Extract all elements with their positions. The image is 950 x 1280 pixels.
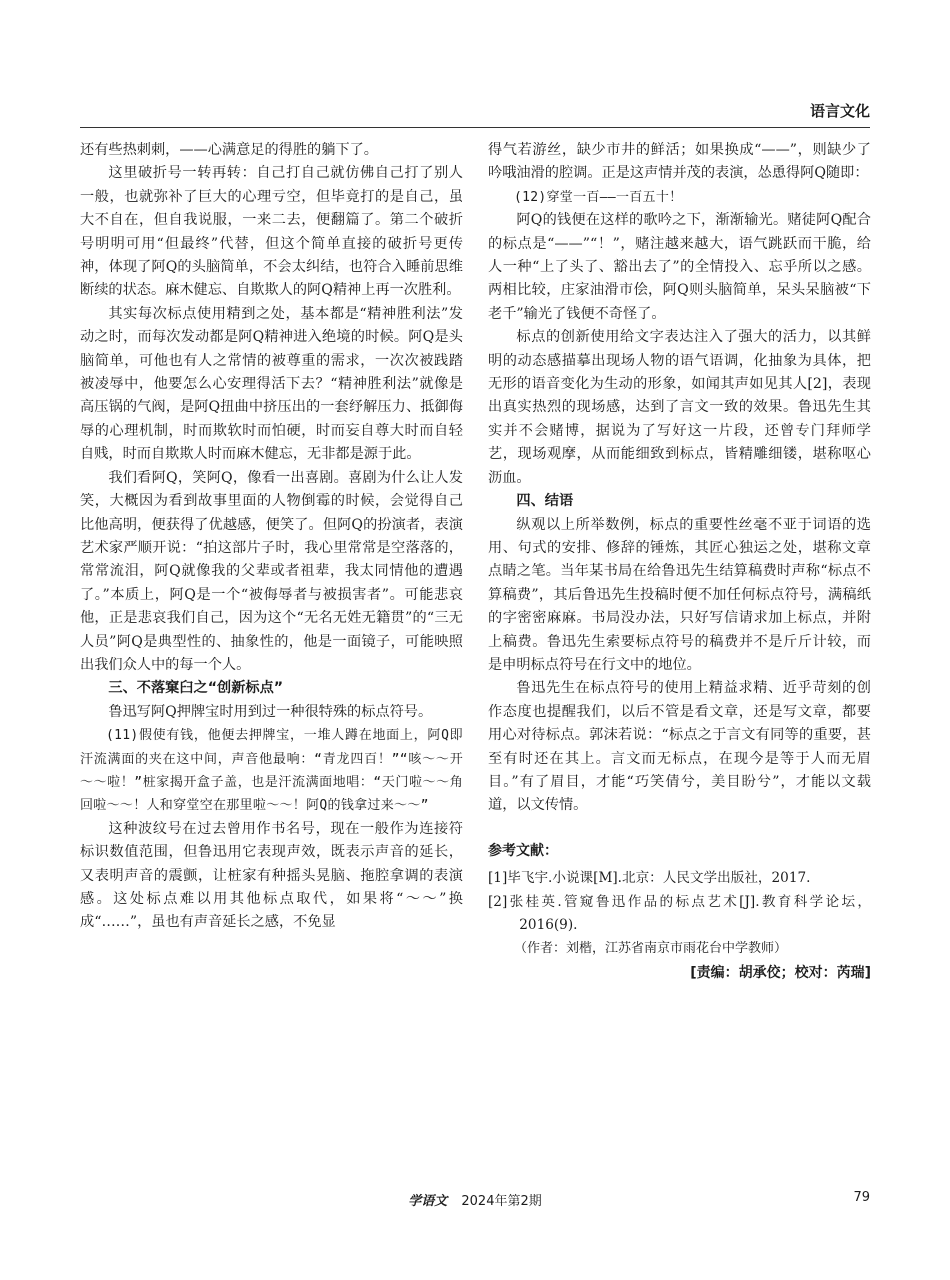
references-title: 参考文献：	[488, 842, 558, 859]
quoted-excerpt: (12)穿堂一百——一百五十！	[514, 189, 683, 205]
journal-issue: 2024年第2期	[461, 1194, 542, 1209]
page-number: 79	[853, 1190, 870, 1205]
journal-name: 学语文	[408, 1194, 448, 1209]
paragraph: 鲁迅先生在标点符号的使用上精益求精、近乎苛刻的创作态度也提醒我们，以后不管是看文章，还是写文章，都要用心对待标点。郭沫若说：“标点之于言文有同等的重要，甚至有时还在其上。言文而无标点，在现今是等于人而无眉目。”有了眉目，才能“巧笑倩兮，美目盼兮”，才能以文载道，以文传情。	[488, 680, 871, 814]
left-column	[80, 139, 463, 935]
paragraph: 我们看阿Q，笑阿Q，像看一出喜剧。喜剧为什么让人发笑，大概因为看到故事里面的人物倒霉的时候，会觉得自己比他高明，便获得了优越感，便笑了。但阿Q的扮演者，表演艺术家严顺开说：“拍这部片子时，我心里常常是空落落的，常常流泪，阿Q就像我的父辈或者祖辈，我太同情他的遭遇了。”本质上，阿Q是一个“被侮辱者与被损害者”。可能悲哀他，正是悲哀我们自己，因为这个“无名无姓无籍贯”的“三无人员”阿Q是典型性的、抽象性的，他是一面镜子，可能映照出我们众人中的每一个人。	[80, 469, 463, 673]
right-column-body	[488, 139, 871, 818]
paragraph: 其实每次标点使用精到之处，基本都是“精神胜利法”发动之时，而每次发动都是阿Q精神进入绝境的时候。阿Q是头脑简单，可他也有人之常情的被尊重的需求，一次次被践踏被凌辱中，他要怎么心安理得活下去？“精神胜利法”就像是高压锅的气阀，是阿Q扭曲中挤压出的一套纾解压力、抵御侮辱的心理机制，时而欺软时而怕硬，时而妄自尊大时而自轻自贱，时而自欺欺人时而麻木健忘，无非都是源于此。	[80, 305, 463, 463]
quoted-excerpt: (11)假使有钱，他便去押牌宝，一堆人蹲在地面上，阿Q即汗流满面的夹在这中间，声音他最响：“青龙四百！”“咳～～开～～啦！”桩家揭开盒子盖，也是汗流满面地唱：“天门啦～～角回啦～～！人和穿堂空在那里啦～～！阿Q的钱拿过来～～”	[80, 728, 463, 814]
author-info: （作者：刘楷，江苏省南京市雨花台中学教师）	[514, 941, 788, 957]
paragraph: 还有些热刺刺，——心满意足的得胜的躺下了。	[80, 142, 378, 158]
paragraph: 标点的创新使用给文字表达注入了强大的活力，以其鲜明的动态感描摹出现场人物的语气语调，化抽象为具体，把无形的语音变化为生动的形象，如闻其声如见其人[2]，表现出真实热烈的现场感，达到了言文一致的效果。鲁迅先生其实并不会赌博，据说为了写好这一片段，还曾专门拜师学艺，现场观摩，从而能细致到标点，皆精雕细镂，堪称呕心沥血。	[488, 329, 871, 486]
paragraph: 这里破折号一转再转：自己打自己就仿佛自己打了别人一般，也就弥补了巨大的心理亏空，但毕竟打的是自己，虽大不自在，但自我说服，一来二去，便翻篇了。第二个破折号明明可用“但最终”代替，但这个简单直接的破折号更传神，体现了阿Q的头脑简单，不会太纠结，也符合入睡前思维断续的状态。麻木健忘、自欺欺人的阿Q精神上再一次胜利。	[80, 165, 463, 299]
editor-info: [责编：胡承佼；校对：芮瑞]	[690, 965, 871, 982]
paragraph: 鲁迅写阿Q押牌宝时用到过一种很特殊的标点符号。	[108, 703, 433, 720]
reference-item: [2]张桂英.管窥鲁迅作品的标点艺术[J].教育科学论坛，2016(9).	[488, 893, 871, 933]
section-heading: 三、不落窠臼之“创新标点”	[108, 680, 284, 697]
section-title: 语言文化	[809, 102, 870, 120]
paragraph: 这种波纹号在过去曾用作书名号，现在一般作为连接符标识数值范围，但鲁迅用它表现声效，既表示声音的延长，又表明声音的震颤，让桩家有种摇头晃脑、拖腔拿调的表演感。这处标点难以用其他标点取代，如果将“～～”换成“……”，虽也有声音延长之感，不免显	[80, 820, 463, 931]
section-heading: 四、结语	[516, 493, 574, 510]
header-divider	[80, 127, 870, 128]
right-column	[488, 139, 871, 985]
paragraph: 阿Q的钱便在这样的歌吟之下，渐渐输光。赌徒阿Q配合的标点是“——”“！”，赌注越来越大，语气跳跃而干脆，给人一种“上了头了、豁出去了”的全情投入、忘乎所以之感。两相比较，庄家油滑市侩，阿Q则头脑简单，呆头呆脑被“下老千”输光了钱便不奇怪了。	[488, 212, 871, 322]
paragraph: 得气若游丝，缺少市井的鲜活；如果换成“——”，则缺少了吟哦油滑的腔调。正是这声情并茂的表演，怂恿得阿Q随即：	[488, 142, 871, 182]
footer-journal	[0, 1190, 950, 1209]
reference-item: [1]毕飞宇.小说课[M].北京：人民文学出版社，2017.	[488, 870, 811, 887]
paragraph: 纵观以上所举数例，标点的重要性丝毫不亚于词语的选用、句式的安排、修辞的锤炼，其匠心独运之处，堪称文章点睛之笔。当年某书局在给鲁迅先生结算稿费时声称“标点不算稿费”，其后鲁迅先生投稿时便不加任何标点符号，满稿纸的字密密麻麻。书局没办法，只好写信请求加上标点，并附上稿费。鲁迅先生索要标点符号的稿费并不是斤斤计较，而是申明标点符号在行文中的地位。	[488, 516, 871, 673]
